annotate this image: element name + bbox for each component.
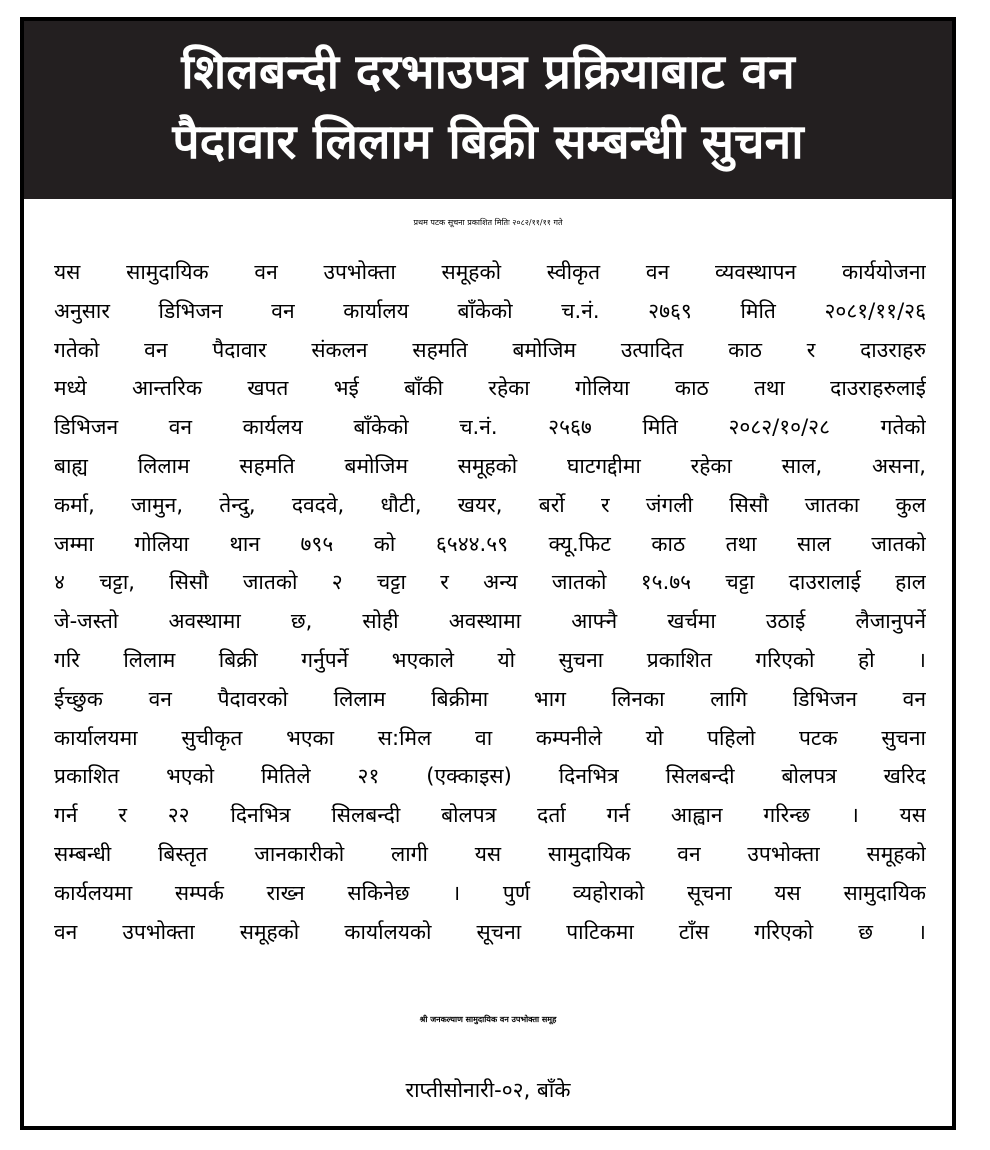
body-line: गर्न र २२ दिनभित्र सिलबन्दी बोलपत्र दर्ता गर्न आह्वान गरिन्छ । यस bbox=[54, 803, 926, 828]
notice-header bbox=[24, 21, 952, 199]
notice-frame bbox=[20, 17, 956, 1130]
body-line: ईच्छुक वन पैदावरको लिलाम बिक्रीमा भाग लिनका लागि डिभिजन वन bbox=[54, 686, 926, 711]
organization-address: राप्तीसोनारी-०२, बाँके bbox=[405, 1078, 571, 1102]
body-line: वन उपभोक्ता समूहको कार्यालयको सूचना पाटिकमा टाँस गरिएको छ । bbox=[54, 919, 926, 944]
notice-title-line-2: पैदावार लिलाम बिक्री सम्बन्धी सुचना bbox=[172, 114, 804, 170]
organization-name: श्री जनकल्याण सामुदायिक वन उपभोक्ता समूह bbox=[419, 1015, 557, 1024]
publish-date: प्रथम पटक सूचना प्रकाशित मितिः २०८२/११/११ गते bbox=[413, 218, 563, 227]
body-line: सम्बन्धी बिस्तृत जानकारीको लागी यस सामुदायिक वन उपभोक्ता समूहको bbox=[54, 841, 926, 866]
body-line: ४ चट्टा, सिसौ जातको २ चट्टा र अन्य जातको १५.७५ चट्टा दाउरालाई हाल bbox=[54, 570, 926, 595]
notice-body bbox=[54, 253, 926, 951]
body-line: प्रकाशित भएको मितिले २१ (एक्काइस) दिनभित्र सिलबन्दी बोलपत्र खरिद bbox=[54, 764, 926, 789]
body-line: गरि लिलाम बिक्री गर्नुपर्ने भएकाले यो सुचना प्रकाशित गरिएको हो । bbox=[54, 647, 926, 672]
body-line: कार्यलयमा सम्पर्क राख्न सकिनेछ । पुर्ण व्यहोराको सूचना यस सामुदायिक bbox=[54, 880, 926, 905]
body-line: बाह्य लिलाम सहमति बमोजिम समूहको घाटगद्दीमा रहेका साल, असना, bbox=[54, 453, 926, 478]
body-line: जे-जस्तो अवस्थामा छ, सोही अवस्थामा आफ्नै खर्चमा उठाई लैजानुपर्ने bbox=[54, 609, 926, 634]
body-line: कर्मा, जामुन, तेन्दु, दवदवे, धौटी, खयर, बर्रो र जंगली सिसौ जातका कुल bbox=[54, 492, 926, 517]
body-line: जम्मा गोलिया थान ७९५ को ६५४४.५९ क्यू.फिट काठ तथा साल जातको bbox=[54, 531, 926, 556]
body-line: गतेको वन पैदावार संकलन सहमति बमोजिम उत्पादित काठ र दाउराहरु bbox=[54, 337, 926, 362]
body-line: यस सामुदायिक वन उपभोक्ता समूहको स्वीकृत वन व्यवस्थापन कार्ययोजना bbox=[54, 260, 926, 284]
body-line: मध्ये आन्तरिक खपत भई बाँकी रहेका गोलिया काठ तथा दाउराहरुलाई bbox=[54, 376, 926, 401]
body-line: डिभिजन वन कार्यलय बाँकेको च.नं. २५६७ मिति २०८२/१०/२८ गतेको bbox=[54, 415, 926, 440]
body-line: अनुसार डिभिजन वन कार्यालय बाँकेको च.नं. २७६९ मिति २०८१/११/२६ bbox=[54, 298, 926, 323]
notice-title-line-1: शिलबन्दी दरभाउपत्र प्रक्रियाबाट वन bbox=[181, 44, 795, 100]
body-line: कार्यालयमा सुचीकृत भएका स:मिल वा कम्पनीले यो पहिलो पटक सुचना bbox=[54, 725, 926, 750]
